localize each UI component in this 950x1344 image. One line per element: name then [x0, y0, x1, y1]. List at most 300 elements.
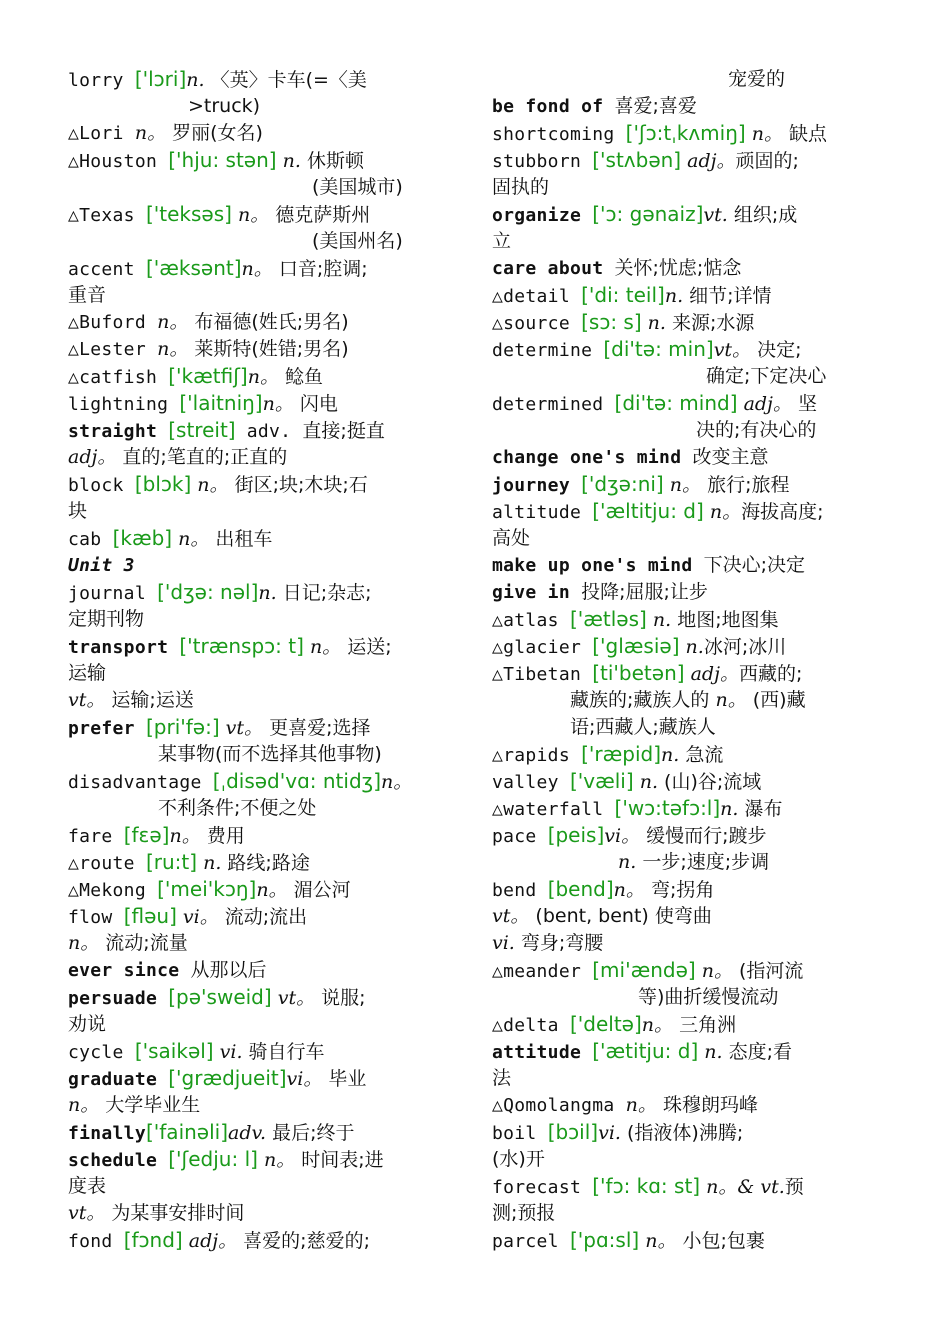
vocab-term: change one's mind: [492, 447, 693, 468]
vocab-term: △Houston: [68, 151, 169, 172]
definition: 莱斯特(姓错;男名): [188, 338, 349, 360]
vocab-line: [492, 687, 890, 714]
phonetic: ['stʌbən]: [592, 148, 682, 172]
definition: 街区;块;木块;石: [228, 474, 368, 496]
phonetic: ['di: teil]: [581, 283, 665, 307]
vocab-line: [492, 1092, 890, 1119]
part-of-speech: n。: [303, 636, 342, 658]
vocab-line: [492, 984, 890, 1011]
vocab-line: [492, 417, 890, 444]
vocab-term: △source: [492, 313, 582, 334]
vocab-line: [68, 1200, 460, 1227]
part-of-speech: n.: [661, 744, 680, 766]
part-of-speech: n。: [695, 960, 733, 982]
vocab-line: [492, 390, 890, 417]
definition: 路线;路途: [221, 852, 310, 874]
part-of-speech: vi.: [598, 1122, 621, 1144]
definition: (指河流: [732, 960, 804, 982]
vocab-line: [68, 849, 460, 876]
vocab-term: stubborn: [492, 151, 593, 172]
vocab-line: [68, 309, 460, 336]
phonetic: [fɔnd]: [123, 1228, 183, 1252]
vocab-term: care about: [492, 258, 615, 279]
part-of-speech: n。: [257, 1149, 296, 1171]
vocab-term: △Tibetan: [492, 664, 593, 685]
vocab-term: schedule: [68, 1150, 169, 1171]
vocab-line: [68, 930, 460, 957]
vocab-line: [492, 606, 890, 633]
phonetic: ['ʃɔ:tˌkʌmiŋ]: [625, 121, 746, 145]
vocab-line: [492, 201, 890, 228]
definition: 运输;运送: [105, 689, 194, 711]
vocab-line: [68, 525, 460, 552]
phonetic: ['hju: stən]: [168, 148, 277, 172]
part-of-speech: n.: [698, 1041, 723, 1063]
part-of-speech: n.: [197, 852, 222, 874]
vocab-term: △Texas: [68, 205, 146, 226]
vocab-line: [68, 741, 460, 768]
part-of-speech: n。: [68, 1094, 100, 1116]
part-of-speech: n。: [191, 474, 229, 496]
definition: 大学毕业生: [99, 1094, 201, 1116]
definition: 重音: [68, 284, 107, 306]
vocab-line: [492, 552, 890, 579]
definition: 弯;拐角: [644, 879, 715, 901]
definition: 改变主意: [692, 446, 769, 468]
part-of-speech: adj。: [681, 150, 736, 172]
phonetic: ['laitniŋ]: [179, 391, 263, 415]
definition: 更喜爱;选择: [263, 717, 371, 739]
phonetic: ['æltitju: d]: [592, 499, 704, 523]
vocab-line: [68, 1038, 460, 1065]
vocab-term: △Lori: [68, 123, 135, 144]
phonetic: [fləu]: [123, 904, 177, 928]
definition: 湄公河: [287, 879, 351, 901]
vocab-line: [492, 336, 890, 363]
definition: (美国城市): [312, 176, 403, 198]
part-of-speech: n。: [68, 932, 100, 954]
phonetic: [sɔ: s]: [581, 310, 642, 334]
definition: 出租车: [209, 528, 273, 550]
part-of-speech: vt.: [703, 204, 728, 226]
vocab-line: [492, 930, 890, 957]
vocab-line: [492, 309, 890, 336]
vocab-line: [68, 93, 460, 120]
vocab-term: transport: [68, 637, 180, 658]
part-of-speech: vt。: [68, 689, 106, 711]
vocab-line: [68, 390, 460, 417]
definition: 缓慢而行;踱步: [640, 825, 767, 847]
part-of-speech: n。: [625, 1094, 657, 1116]
vocab-line: [492, 228, 890, 255]
definition: 一步;速度;步调: [636, 851, 770, 873]
vocab-term: △Qomolangma: [492, 1095, 626, 1116]
definition: 瀑布: [738, 798, 783, 820]
vocab-line: [68, 903, 460, 930]
vocab-line: [68, 606, 460, 633]
definition: 口音;腔调;: [272, 258, 368, 280]
definition: 语;西藏人;藏族人: [570, 716, 716, 738]
part-of-speech: n.: [720, 798, 739, 820]
part-of-speech: adv.: [228, 1122, 267, 1144]
definition: 预: [784, 1176, 804, 1198]
vocab-line: [68, 1173, 460, 1200]
part-of-speech: vt。: [68, 1202, 106, 1224]
definition: 从那以后: [190, 959, 267, 981]
phonetic: [bɔil]: [547, 1120, 599, 1144]
vocab-line: [492, 903, 890, 930]
vocab-line: [68, 120, 460, 147]
vocab-line: [68, 417, 460, 444]
phonetic: ['ʃedju: l]: [168, 1147, 258, 1171]
vocab-term: organize: [492, 205, 593, 226]
vocab-term: determined: [492, 394, 615, 415]
vocab-term: pace: [492, 826, 548, 847]
definition: 地图;地图集: [671, 609, 779, 631]
phonetic: ['væli]: [569, 769, 634, 793]
phonetic: ['wɔ:təfɔ:l]: [614, 796, 721, 820]
part-of-speech: n。: [381, 771, 413, 793]
vocab-term: prefer: [68, 718, 146, 739]
definition: 为某事安排时间: [105, 1202, 245, 1224]
vocab-term: accent: [68, 259, 146, 280]
definition: (指液体)沸腾;: [620, 1122, 744, 1144]
part-of-speech: n。: [641, 1014, 674, 1036]
part-of-speech: n。: [715, 689, 747, 711]
definition: 流动;流量: [99, 932, 188, 954]
vocab-line: [492, 1038, 890, 1065]
vocab-term: boil: [492, 1123, 548, 1144]
definition: 费用: [200, 825, 245, 847]
vocab-term: disadvantage: [68, 772, 213, 793]
definition: 三角洲: [673, 1014, 737, 1036]
vocab-line: [492, 1119, 890, 1146]
definition: 缺点: [782, 123, 828, 145]
definition: 说服;: [315, 987, 366, 1009]
definition: >truck): [188, 95, 261, 117]
vocab-line: [492, 1065, 890, 1092]
part-of-speech: adj。: [68, 446, 117, 468]
vocab-line: [492, 957, 890, 984]
vocab-line: [492, 579, 890, 606]
phonetic: ['lɔri]: [134, 67, 187, 91]
vocab-term: △atlas: [492, 610, 570, 631]
part-of-speech: vi.: [492, 932, 515, 954]
part-of-speech: n.: [646, 609, 672, 631]
definition: (山)谷;流域: [658, 771, 762, 793]
vocab-line: [68, 363, 460, 390]
part-of-speech: n.: [276, 150, 301, 172]
vocab-line: [492, 714, 890, 741]
vocab-line: [492, 255, 890, 282]
definition: 西藏的;: [738, 663, 803, 685]
vocab-line: [68, 1092, 460, 1119]
definition: 决定;: [751, 339, 802, 361]
part-of-speech: vt。: [219, 717, 264, 739]
phonetic: ['ætləs]: [569, 607, 647, 631]
part-of-speech: vt。: [492, 905, 530, 927]
vocab-term: straight: [68, 421, 169, 442]
definition: 弯身;弯腰: [514, 932, 604, 954]
part-of-speech: n。: [262, 393, 294, 415]
vocab-term: journey: [492, 475, 582, 496]
part-of-speech: n。& vt.: [700, 1176, 785, 1198]
definition: 度表: [68, 1175, 107, 1197]
phonetic: [blɔk]: [134, 472, 192, 496]
vocab-line: [492, 525, 890, 552]
definition: 高处: [492, 527, 531, 549]
vocab-line: [492, 1011, 890, 1038]
vocab-term: flow: [68, 907, 124, 928]
definition: 冰河;冰川: [703, 636, 787, 658]
part-of-speech: n.: [618, 851, 637, 873]
vocab-line: [68, 498, 460, 525]
definition: 旅行;旅程: [701, 474, 790, 496]
vocab-line: [492, 822, 890, 849]
vocab-line: [492, 120, 890, 147]
vocab-line: [68, 147, 460, 174]
definition: 块: [68, 500, 88, 522]
definition: 组织;成: [727, 204, 798, 226]
vocab-line: [68, 1065, 460, 1092]
vocab-line: [492, 444, 890, 471]
part-of-speech: n。: [745, 123, 783, 145]
phonetic: ['trænspɔ: t]: [179, 634, 304, 658]
vocab-term: block: [68, 475, 135, 496]
vocab-line: [492, 174, 890, 201]
part-of-speech: n。: [169, 825, 201, 847]
phonetic: [ru:t]: [145, 850, 198, 874]
vocab-line: [492, 471, 890, 498]
definition: 休斯顿: [300, 150, 364, 172]
vocab-term: fare: [68, 826, 124, 847]
vocab-term: parcel: [492, 1231, 570, 1252]
phonetic: ['fɔ: kɑ: st]: [592, 1174, 701, 1198]
definition: 不利条件;不便之处: [158, 797, 317, 819]
part-of-speech: n.: [633, 771, 658, 793]
vocab-line: [492, 876, 890, 903]
vocab-term: valley: [492, 772, 570, 793]
part-of-speech: n。: [134, 122, 167, 144]
phonetic: ['deltə]: [569, 1012, 642, 1036]
vocab-line: [492, 660, 890, 687]
vocab-term: graduate: [68, 1069, 169, 1090]
definition: 罗丽(女名): [166, 122, 263, 144]
part-of-speech: vi.: [213, 1041, 243, 1063]
phonetic: ['pɑ:sl]: [569, 1228, 640, 1252]
vocab-term: Unit 3: [68, 555, 135, 576]
definition: 法: [492, 1067, 512, 1089]
phonetic: ['ætitju: d]: [592, 1039, 699, 1063]
left-column: [68, 66, 460, 1254]
vocab-line: [68, 984, 460, 1011]
phonetic: [fɛə]: [123, 823, 170, 847]
vocab-term: persuade: [68, 988, 169, 1009]
vocab-term: △rapids: [492, 745, 582, 766]
vocab-line: [492, 282, 890, 309]
part-of-speech: vt。: [271, 987, 316, 1009]
vocab-line: [492, 1173, 890, 1200]
definition: (水)开: [492, 1148, 545, 1170]
vocab-term: △delta: [492, 1015, 570, 1036]
part-of-speech: n。: [157, 311, 189, 333]
vocab-term: bend: [492, 880, 548, 901]
part-of-speech: n.: [258, 582, 277, 604]
vocab-line: [68, 579, 460, 606]
definition: 决的;有决心的: [696, 419, 817, 441]
definition: 日记;杂志;: [276, 582, 372, 604]
part-of-speech: n。: [256, 879, 288, 901]
definition: 确定;下定决心: [706, 365, 827, 387]
phonetic: ['dʒə: nəl]: [157, 580, 259, 604]
definition: 顽固的;: [735, 150, 799, 172]
part-of-speech: n。: [231, 204, 270, 226]
vocab-line: [68, 66, 460, 93]
vocab-line: [492, 768, 890, 795]
definition: 藏族的;藏族人的: [570, 689, 716, 711]
phonetic: ['kætfiʃ]: [168, 364, 248, 388]
phonetic: [pə'sweid]: [168, 985, 272, 1009]
phonetic: [ti'betən]: [592, 661, 685, 685]
part-of-speech: vi。: [286, 1068, 323, 1090]
vocab-line: [68, 1119, 460, 1146]
vocab-line: [492, 93, 890, 120]
definition: 德克萨斯州: [269, 204, 371, 226]
vocab-term: be fond of: [492, 96, 615, 117]
vocab-term: △glacier: [492, 637, 593, 658]
definition: 流动;流出: [218, 906, 308, 928]
vocab-term: lightning: [68, 394, 180, 415]
phonetic: ['ɔ: gənaiz]: [592, 202, 704, 226]
vocab-line: [492, 633, 890, 660]
definition: 立: [492, 230, 512, 252]
part-of-speech: vi。: [176, 906, 219, 928]
phonetic: [streit]: [168, 418, 236, 442]
definition: 定期刊物: [68, 608, 145, 630]
vocab-term: cab: [68, 529, 113, 550]
definition: 闪电: [293, 393, 338, 415]
vocab-term: adv.: [235, 421, 303, 442]
vocab-term: cycle: [68, 1042, 135, 1063]
vocab-term: △catfish: [68, 367, 169, 388]
part-of-speech: n。: [613, 879, 645, 901]
definition: 固执的: [492, 176, 550, 198]
definition: (bent, bent) 使弯曲: [529, 905, 712, 927]
vocab-term: ever since: [68, 960, 191, 981]
definition: 坚: [791, 393, 817, 415]
part-of-speech: adj。: [684, 663, 739, 685]
definition: 布福德(姓氏;男名): [188, 311, 349, 333]
part-of-speech: n。: [639, 1230, 677, 1252]
part-of-speech: n。: [247, 366, 279, 388]
definition: 骑自行车: [242, 1041, 325, 1063]
vocab-line: [492, 1227, 890, 1254]
definition: 下决心;决定: [703, 554, 806, 576]
vocab-line: [492, 363, 890, 390]
vocab-term: △Mekong: [68, 880, 158, 901]
phonetic: [di'tə: min]: [603, 337, 714, 361]
vocab-line: [492, 849, 890, 876]
vocab-line: [68, 1011, 460, 1038]
definition: 毕业: [322, 1068, 367, 1090]
vocab-line: [68, 201, 460, 228]
phonetic: ['dʒə:ni]: [581, 472, 664, 496]
vocab-term: attitude: [492, 1042, 593, 1063]
vocab-line: [492, 147, 890, 174]
vocab-term: determine: [492, 340, 604, 361]
definition: 运送;: [341, 636, 392, 658]
vocab-term: △detail: [492, 286, 582, 307]
vocab-line: [68, 336, 460, 363]
phonetic: [peis]: [547, 823, 605, 847]
vocab-line: [492, 1146, 890, 1173]
definition: 喜爱;喜爱: [614, 95, 697, 117]
part-of-speech: n。: [703, 501, 742, 523]
phonetic: [pri'fə:]: [145, 715, 220, 739]
phonetic: ['æksənt]: [145, 256, 242, 280]
vocab-term: make up one's mind: [492, 555, 704, 576]
definition: 运输: [68, 662, 107, 684]
definition: 等)曲折缓慢流动: [638, 986, 779, 1008]
definition: 劝说: [68, 1013, 107, 1035]
phonetic: ['mei'kɔŋ]: [157, 877, 257, 901]
vocab-line: [68, 768, 460, 795]
vocab-term: △route: [68, 853, 146, 874]
part-of-speech: n.: [679, 636, 704, 658]
part-of-speech: n.: [641, 312, 666, 334]
definition: 关怀;忧虑;惦念: [614, 257, 742, 279]
definition: 小包;包裹: [676, 1230, 765, 1252]
part-of-speech: n。: [663, 474, 702, 496]
definition: 海拔高度;: [741, 501, 824, 523]
phonetic: ['glæsiə]: [592, 634, 680, 658]
vocab-line: [68, 687, 460, 714]
vocab-line: [68, 228, 460, 255]
vocab-line: [492, 741, 890, 768]
definition: 直接;挺直: [302, 420, 385, 442]
vocab-term: △Buford: [68, 312, 158, 333]
phonetic: [bend]: [547, 877, 614, 901]
part-of-speech: n。: [172, 528, 210, 550]
vocab-term: △waterfall: [492, 799, 615, 820]
part-of-speech: adj。: [182, 1230, 238, 1252]
definition: 宠爱的: [728, 68, 786, 90]
phonetic: [kæb]: [112, 526, 173, 550]
vocab-term: give in: [492, 582, 582, 603]
definition: 急流: [679, 744, 724, 766]
part-of-speech: vt。: [713, 339, 752, 361]
vocab-line: [492, 66, 890, 93]
definition: 时间表;进: [295, 1149, 384, 1171]
vocab-line: [68, 633, 460, 660]
phonetic: ['ræpid]: [581, 742, 662, 766]
vocab-line: [68, 471, 460, 498]
vocab-line: [68, 1146, 460, 1173]
phonetic: ['saikəl]: [134, 1039, 214, 1063]
vocab-line: [492, 1200, 890, 1227]
phonetic: ['teksəs]: [145, 202, 232, 226]
vocab-line: [68, 660, 460, 687]
definition: (西)藏: [746, 689, 806, 711]
vocab-line: [68, 174, 460, 201]
phonetic: [mi'ændə]: [592, 958, 696, 982]
vocab-term: fond: [68, 1231, 124, 1252]
vocab-line: [68, 714, 460, 741]
vocab-term: lorry: [68, 70, 135, 91]
part-of-speech: n。: [241, 258, 273, 280]
definition: 细节;详情: [683, 285, 772, 307]
part-of-speech: vi。: [604, 825, 641, 847]
